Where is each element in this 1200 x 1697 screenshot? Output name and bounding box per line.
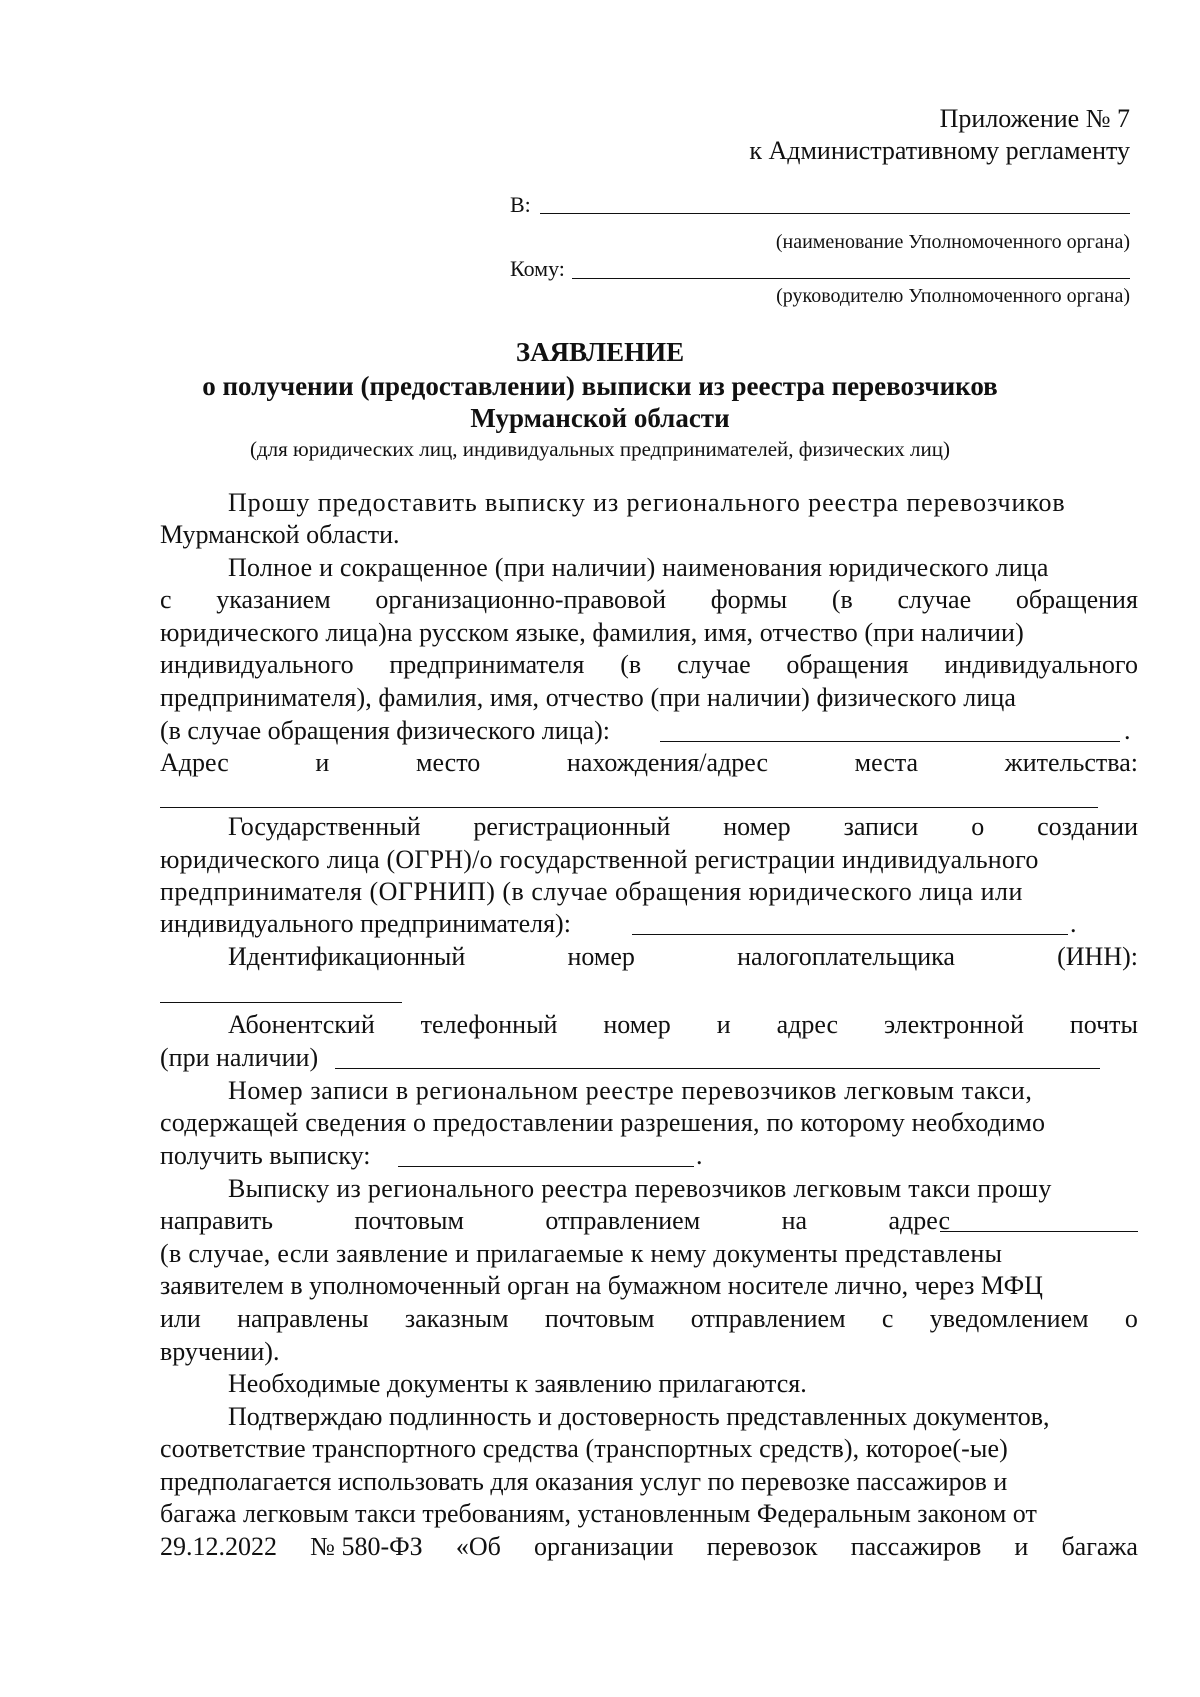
justified-word: Государственный — [228, 812, 421, 841]
justified-word: нахождения/адрес — [566, 748, 768, 777]
body-line: предпринимателя (ОГРНИП) (в случае обращения юридического лица или — [160, 877, 1023, 906]
justified-word: направлены — [237, 1304, 369, 1333]
justified-word: организации — [533, 1532, 674, 1561]
justified-word: регистрационный — [473, 812, 671, 841]
body-line: содержащей сведения о предоставлении разрешения, по которому необходимо — [160, 1108, 1046, 1137]
body-punct: . — [696, 1141, 703, 1170]
justified-word: формы — [710, 585, 788, 614]
body-line: юридического лица)на русском языке, фамилия, имя, отчество (при наличии) — [160, 618, 1024, 647]
justified-word: багажа — [1061, 1532, 1138, 1561]
justified-word: пассажиров — [850, 1532, 982, 1561]
body-line: Подтверждаю подлинность и достоверность представленных документов, — [228, 1402, 1050, 1431]
whom-hint: (руководителю Уполномоченного органа) — [776, 285, 1130, 307]
body-line: соответствие транспортного средства (транспортных средств), которое(-ые) — [160, 1434, 1008, 1463]
justified-line — [160, 650, 1138, 680]
justified-word: направить — [160, 1206, 273, 1235]
justified-word: номер — [723, 812, 791, 841]
justified-word: 29.12.2022 — [160, 1532, 277, 1561]
body-line: предпринимателя), фамилия, имя, отчество (при наличии) физического лица — [160, 683, 1016, 712]
body-line: вручении). — [160, 1337, 280, 1366]
document-subtitle-line2: Мурманской области — [470, 403, 730, 433]
justified-word: случае — [897, 585, 972, 614]
justified-word: отправлением — [545, 1206, 701, 1235]
justified-word: о — [1124, 1304, 1138, 1333]
body-line: заявителем в уполномоченный орган на бумажном носителе лично, через МФЦ — [160, 1271, 1043, 1300]
justified-word: обращения — [1015, 585, 1138, 614]
regulation-reference: к Административному регламенту — [749, 136, 1130, 165]
justified-word: номер — [567, 942, 635, 971]
justified-word: (в — [620, 650, 642, 679]
body-line: Выписку из регионального реестра перевозчиков легковым такси прошу — [228, 1174, 1052, 1203]
body-punct: . — [1070, 909, 1077, 938]
body-line: (при наличии) — [160, 1043, 319, 1072]
appendix-number: Приложение № 7 — [939, 104, 1130, 133]
justified-word: адрес — [888, 1206, 950, 1235]
justified-word: место — [416, 748, 481, 777]
justified-word: индивидуального — [944, 650, 1138, 679]
justified-line — [160, 1206, 950, 1236]
justified-word: номер — [603, 1010, 671, 1039]
body-line: (в случае, если заявление и прилагаемые к нему документы представлены — [160, 1239, 1003, 1268]
justified-word: создании — [1037, 812, 1138, 841]
body-line: Полное и сокращенное (при наличии) наименования юридического лица — [228, 553, 1049, 582]
justified-word: почты — [1069, 1010, 1138, 1039]
justified-line — [228, 812, 1138, 842]
body-line: юридического лица (ОГРН)/о государственной регистрации индивидуального — [160, 845, 1039, 874]
justified-word: на — [781, 1206, 808, 1235]
postal-address-field-line[interactable] — [940, 1231, 1138, 1232]
name-field-line[interactable] — [660, 741, 1120, 742]
body-line: Мурманской области. — [160, 520, 400, 549]
justified-word: заказным — [404, 1304, 509, 1333]
justified-word: организационно-правовой — [375, 585, 667, 614]
justified-line — [160, 1304, 1138, 1334]
justified-word: о — [971, 812, 985, 841]
justified-word: адрес — [776, 1010, 839, 1039]
justified-word: обращения — [786, 650, 909, 679]
to-field-line[interactable] — [540, 213, 1130, 214]
justified-word: «Об — [455, 1532, 501, 1561]
body-line: получить выписку: — [160, 1141, 371, 1170]
body-line: Прошу предоставить выписку из регионального реестра перевозчиков — [228, 488, 1066, 517]
justified-word: Идентификационный — [228, 942, 466, 971]
to-hint: (наименование Уполномоченного органа) — [775, 231, 1130, 253]
ogrn-field-line[interactable] — [632, 934, 1068, 935]
applicant-types-note: (для юридических лиц, индивидуальных предпринимателей, физических лиц) — [249, 437, 951, 461]
justified-word: перевозок — [706, 1532, 818, 1561]
justified-word: почтовым — [354, 1206, 464, 1235]
body-line: Номер записи в региональном реестре перевозчиков легковым такси, — [228, 1076, 1033, 1105]
justified-word: налогоплательщика — [737, 942, 955, 971]
body-line: (в случае обращения физического лица): — [160, 716, 611, 745]
justified-word: и — [1014, 1532, 1029, 1561]
to-label: В: — [510, 192, 531, 217]
contact-field-line[interactable] — [335, 1068, 1100, 1069]
justified-word: отправлением — [690, 1304, 846, 1333]
justified-word: случае — [676, 650, 751, 679]
body-punct: . — [1124, 716, 1131, 745]
body-line: Необходимые документы к заявлению прилагаются. — [228, 1369, 807, 1398]
justified-word: Абонентский — [228, 1010, 375, 1039]
justified-word: уведомлением — [929, 1304, 1089, 1333]
document-subtitle-line1: о получении (предоставлении) выписки из реестра перевозчиков — [202, 371, 998, 401]
justified-word: индивидуального — [160, 650, 354, 679]
justified-word: места — [854, 748, 919, 777]
body-line: индивидуального предпринимателя): — [160, 909, 571, 938]
justified-word: с — [881, 1304, 894, 1333]
justified-word: предпринимателя — [389, 650, 585, 679]
record-number-field-line[interactable] — [398, 1166, 694, 1167]
justified-word: № 580-ФЗ — [310, 1532, 423, 1561]
justified-word: почтовым — [544, 1304, 655, 1333]
justified-line — [160, 585, 1138, 615]
justified-word: Адрес — [160, 748, 229, 777]
inn-field-line[interactable] — [160, 1002, 402, 1003]
justified-word: электронной — [883, 1010, 1024, 1039]
document-title: ЗАЯВЛЕНИЕ — [515, 337, 685, 367]
justified-word: и — [716, 1010, 731, 1039]
whom-label: Кому: — [510, 256, 565, 281]
justified-word: (ИНН): — [1057, 942, 1138, 971]
justified-line — [228, 942, 1138, 972]
justified-word: записи — [843, 812, 919, 841]
justified-line — [160, 748, 1138, 778]
body-line: багажа легковым такси требованиям, установленным Федеральным законом от — [160, 1499, 1037, 1528]
justified-word: (в — [831, 585, 853, 614]
justified-word: телефонный — [420, 1010, 558, 1039]
address-field-line[interactable] — [160, 807, 1098, 808]
whom-field-line[interactable] — [572, 278, 1130, 279]
justified-line — [160, 1532, 1138, 1562]
body-line: предполагается использовать для оказания услуг по перевозке пассажиров и — [160, 1467, 1008, 1496]
justified-word: с — [160, 585, 172, 614]
justified-word: указанием — [216, 585, 331, 614]
justified-word: или — [160, 1304, 201, 1333]
justified-line — [228, 1010, 1138, 1040]
justified-word: и — [315, 748, 330, 777]
justified-word: жительства: — [1004, 748, 1138, 777]
